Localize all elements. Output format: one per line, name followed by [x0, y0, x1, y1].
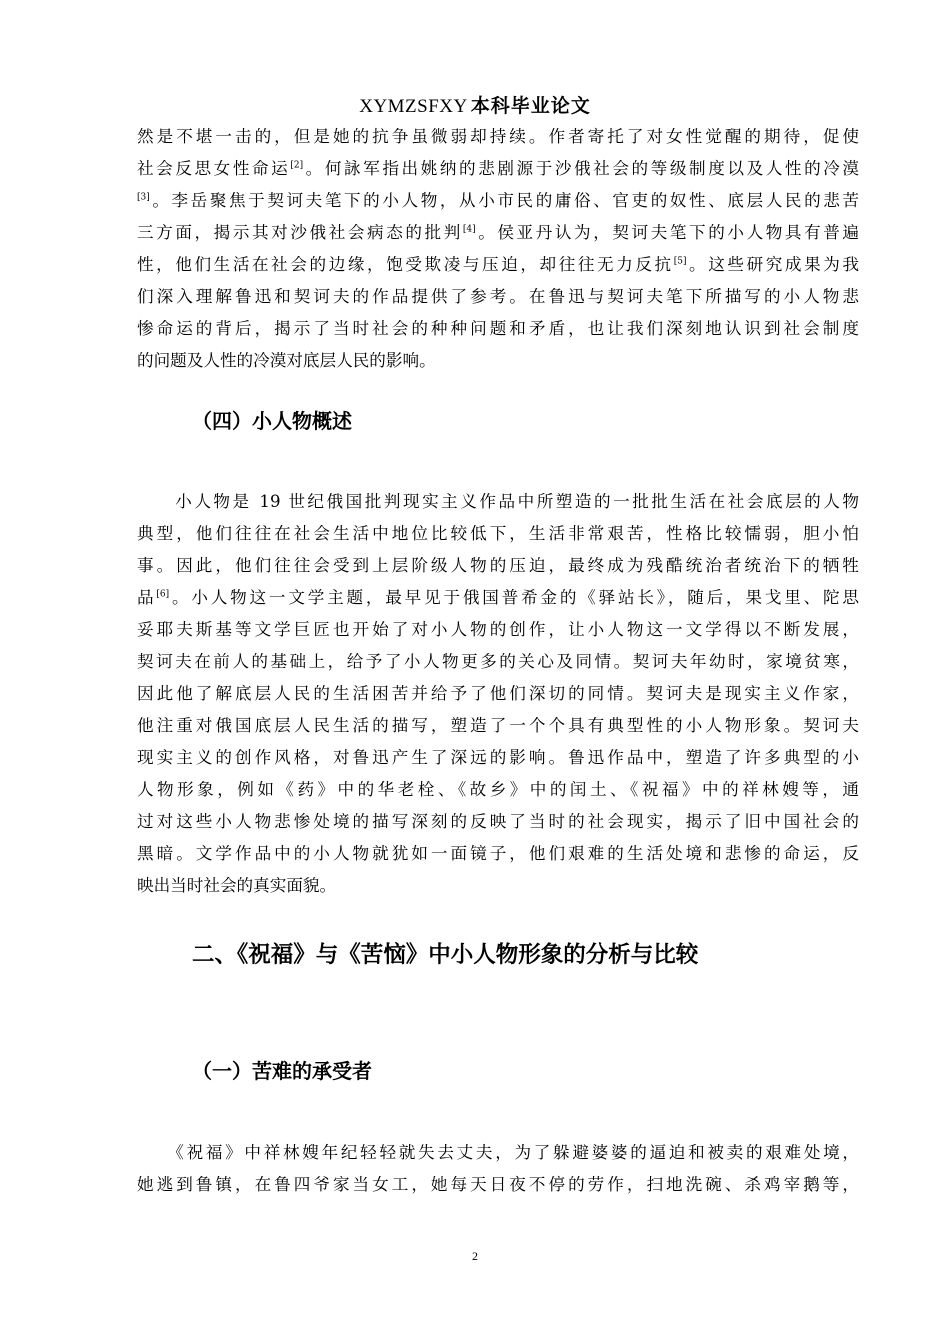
text-line: 性，他们生活在社会的边缘，饱受欺凌与压迫，却往往无力反抗[5]。这些研究成果为我	[137, 255, 860, 274]
text-line: [3]。李岳聚焦于契诃夫笔下的小人物，从小市民的庸俗、官吏的奴性、底层人民的悲苦	[137, 191, 859, 210]
text-line: 契诃夫在前人的基础上，给予了小人物更多的关心及同情。契诃夫年幼时，家境贫寒，	[137, 652, 859, 671]
section-heading-4: （四）小人物概述	[192, 409, 352, 433]
text-line: 映出当时社会的真实面貌。	[137, 876, 337, 895]
citation-ref: [4]	[462, 224, 476, 235]
text-line: 们深入理解鲁迅和契诃夫的作品提供了参考。在鲁迅与契诃夫笔下所描写的小人物悲	[137, 287, 859, 306]
header-thesis-label: 本科毕业论文	[470, 95, 591, 117]
section-heading-1: （一）苦难的承受者	[192, 1059, 372, 1083]
text-line: 妥耶夫斯基等文学巨匠也开始了对小人物的创作，让小人物这一文学得以不断发展，	[137, 620, 859, 639]
text-line: 他注重对俄国底层人民生活的描写，塑造了一个个具有典型性的小人物形象。契诃夫	[137, 716, 859, 735]
text-line: 典型，他们往往在社会生活中地位比较低下，生活非常艰苦，性格比较懦弱，胆小怕	[137, 524, 859, 543]
text-line: 因此他了解底层人民的生活困苦并给予了他们深切的同情。契诃夫是现实主义作家，	[137, 684, 859, 703]
text-line: 事。因此，他们往往会受到上层阶级人物的压迫，最终成为残酷统治者统治下的牺牲	[137, 556, 859, 575]
text-line: 的问题及人性的冷漠对底层人民的影响。	[137, 351, 436, 370]
citation-ref: [2]	[290, 160, 304, 171]
text-line: 黑暗。文学作品中的小人物就犹如一面镜子，他们艰难的生活处境和悲惨的命运，反	[137, 844, 859, 863]
text-line: 人物形象，例如《药》中的华老栓、《故乡》中的闰土、《祝福》中的祥林嫂等，通	[137, 780, 859, 799]
page-number: 2	[472, 1249, 478, 1263]
page-header	[0, 94, 950, 119]
text-line: 现实主义的创作风格，对鲁迅产生了深远的影响。鲁迅作品中，塑造了许多典型的小	[137, 748, 859, 767]
text-line: 她逃到鲁镇，在鲁四爷家当女工，她每天日夜不停的劳作，扫地洗碗、杀鸡宰鹅等，	[137, 1175, 859, 1194]
citation-ref: [5]	[673, 256, 687, 267]
text-line: 过对这些小人物悲惨处境的描写深刻的反映了当时的社会现实，揭示了旧中国社会的	[137, 812, 859, 831]
text-line: 品[6]。小人物这一文学主题，最早见于俄国普希金的《驿站长》，随后，果戈里、陀思	[137, 588, 860, 607]
citation-ref: [3]	[137, 192, 150, 203]
text-line: 惨命运的背后，揭示了当时社会的种种问题和矛盾，也让我们深刻地认识到社会制度	[137, 319, 859, 338]
chapter-heading: 二、《祝福》与《苦恼》中小人物形象的分析与比较	[192, 942, 699, 968]
text-line: 三方面，揭示其对沙俄社会病态的批判[4]。侯亚丹认为，契诃夫笔下的小人物具有普遍	[137, 223, 860, 242]
text-line: 然是不堪一击的，但是她的抗争虽微弱却持续。作者寄托了对女性觉醒的期待，促使	[137, 127, 859, 146]
text-line: 《祝福》中祥林嫂年纪轻轻就失去丈夫，为了躲避婆婆的逼迫和被卖的艰难处境，	[137, 1143, 859, 1162]
text-line: 小人物是 19 世纪俄国批判现实主义作品中所塑造的一批批生活在社会底层的人物	[137, 492, 859, 511]
header-school-code: XYMZSFXY	[359, 96, 468, 117]
text-line: 社会反思女性命运[2]。何詠军指出姚纳的悲剧源于沙俄社会的等级制度以及人性的冷漠	[137, 159, 860, 178]
citation-ref: [6]	[156, 589, 170, 600]
